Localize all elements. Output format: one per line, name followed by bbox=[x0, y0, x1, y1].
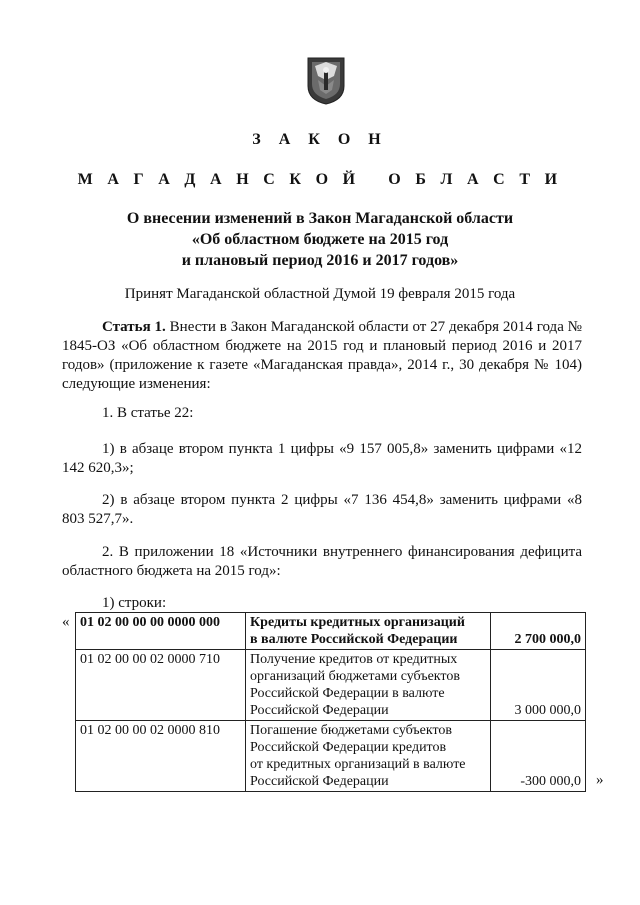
item-2-sub-1-text: 1) строки: bbox=[102, 595, 167, 611]
budget-code-cell: 01 02 00 00 02 0000 710 bbox=[76, 650, 246, 721]
subject-line: «Об областном бюджете на 2015 год bbox=[191, 231, 449, 248]
source-name-line: Российской Федерации кредитов bbox=[250, 740, 447, 755]
article-1-label: Статья 1. bbox=[102, 319, 166, 335]
subject-line: и плановый период 2016 и 2017 годов» bbox=[181, 252, 459, 269]
item-2-text: 2. В приложении 18 «Источники внутреннего финансирования дефицита областного бюджета на 2015 год»: bbox=[62, 544, 582, 579]
item-1-heading-text: 1. В статье 22: bbox=[102, 405, 194, 421]
adoption-statement: Принят Магаданской областной Думой 19 февраля 2015 года bbox=[124, 286, 516, 302]
law-subject bbox=[0, 208, 640, 271]
subject-line: О внесении изменений в Закон Магаданской области bbox=[126, 210, 514, 227]
article-1-text: Внести в Закон Магаданской области от 27 декабря 2014 года № 1845-ОЗ «Об областном бюджете на 2015 год и плановый период 2016 и 2017 годов» (приложение к газете «Магаданская правда», 2014 г., 30 декабря № 104) следующие изменения: bbox=[62, 319, 582, 392]
source-name-line: Получение кредитов от кредитных bbox=[250, 652, 458, 667]
quote-close-mark: » bbox=[596, 772, 604, 788]
item-1-sub-2 bbox=[62, 491, 582, 529]
source-name-line: Погашение бюджетами субъектов bbox=[250, 723, 453, 738]
source-name-line: Кредиты кредитных организаций bbox=[250, 615, 465, 630]
source-name-cell bbox=[246, 721, 491, 792]
item-1-heading bbox=[62, 404, 582, 423]
source-name-line: в валюте Российской Федерации bbox=[250, 632, 458, 647]
amount-cell: -300 000,0 bbox=[491, 721, 586, 792]
item-1-sub-1-text: 1) в абзаце втором пункта 1 цифры «9 157 005,8» заменить цифрами «12 142 620,3»; bbox=[62, 441, 582, 476]
item-1-sub-2-text: 2) в абзаце втором пункта 2 цифры «7 136 454,8» заменить цифрами «8 803 527,7». bbox=[62, 492, 582, 527]
budget-code-cell: 01 02 00 00 00 0000 000 bbox=[76, 613, 246, 650]
article-1-paragraph bbox=[62, 318, 582, 394]
source-name-line: Российской Федерации в валюте bbox=[250, 686, 445, 701]
coat-of-arms-emblem bbox=[306, 56, 346, 106]
amount-cell: 3 000 000,0 bbox=[491, 650, 586, 721]
funding-sources-table bbox=[75, 612, 586, 792]
table-row bbox=[76, 721, 586, 792]
source-name-line: Российской Федерации bbox=[250, 703, 389, 718]
coat-of-arms-icon bbox=[306, 56, 346, 106]
source-name-line: Российской Федерации bbox=[250, 774, 389, 789]
law-title: З А К О Н bbox=[252, 131, 388, 148]
region-title: М А Г А Д А Н С К О Й О Б Л А С Т И bbox=[77, 171, 563, 188]
table-row bbox=[76, 650, 586, 721]
source-name-line: организаций бюджетами субъектов bbox=[250, 669, 460, 684]
source-name-cell bbox=[246, 613, 491, 650]
budget-code-cell: 01 02 00 00 02 0000 810 bbox=[76, 721, 246, 792]
amount-cell: 2 700 000,0 bbox=[491, 613, 586, 650]
table-row bbox=[76, 613, 586, 650]
item-1-sub-1 bbox=[62, 440, 582, 478]
source-name-cell bbox=[246, 650, 491, 721]
item-2-sub-1 bbox=[62, 594, 582, 613]
item-2-paragraph bbox=[62, 543, 582, 581]
quote-open-mark: « bbox=[62, 614, 70, 630]
source-name-line: от кредитных организаций в валюте bbox=[250, 757, 466, 772]
